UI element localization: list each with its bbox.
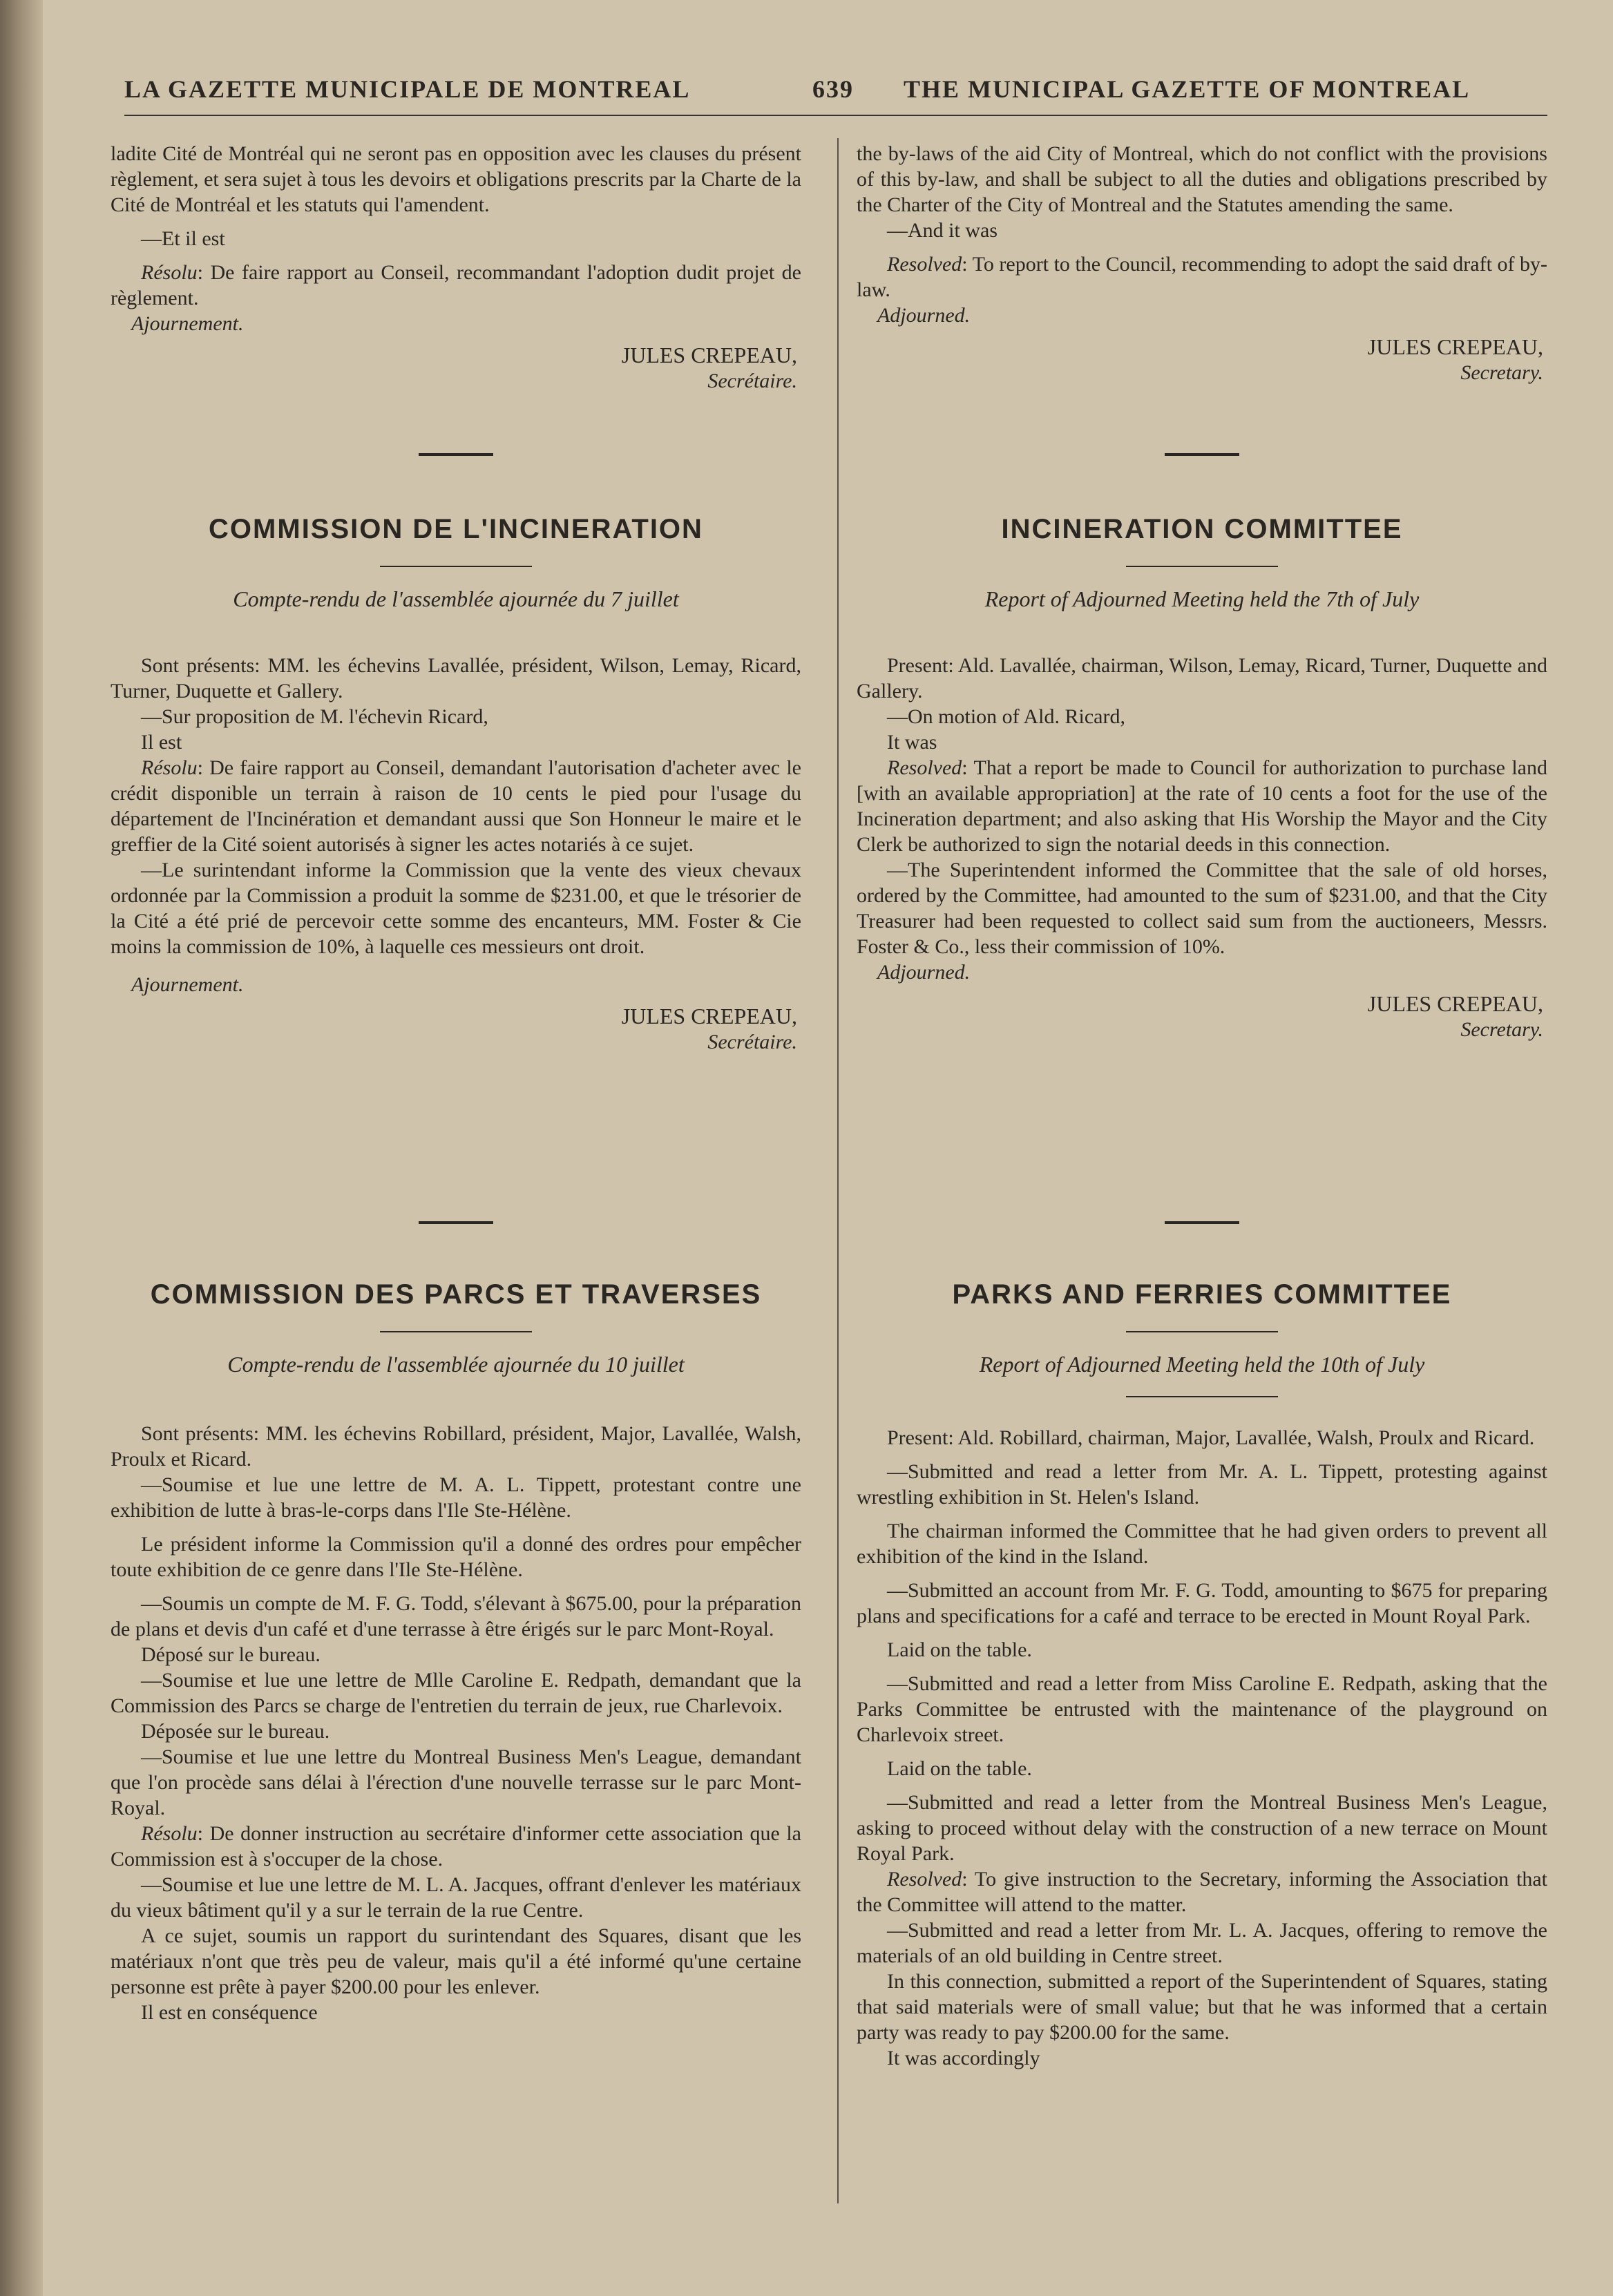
en-s1-signature xyxy=(857,334,1547,386)
fr-s3-title: COMMISSION DES PARCS ET TRAVERSES xyxy=(150,1279,762,1310)
en-s2-adjourn: Adjourned. xyxy=(877,961,971,984)
fr-s1-p3-text: : De faire rapport au Conseil, recommandant l'adoption dudit projet de règlement. xyxy=(111,261,801,309)
en-s2-p4-text: : That a report be made to Council for authorization to purchase land [with an available appropriation] at the rate of 10 cents a foot for the use of the Incineration department; and also asking that His Worship the Mayor and the City Clerk be authorized to sign the notarial deeds in this connection. xyxy=(857,756,1547,856)
en-divider-2 xyxy=(857,1221,1547,1224)
en-s3-p2: —Submitted and read a letter from Mr. A. L. Tippett, protesting against wrestling exhibition in St. Helen's Island. xyxy=(857,1460,1547,1509)
fr-s2-resolu-label: Résolu xyxy=(141,756,198,779)
en-s2-p2: —On motion of Ald. Ricard, xyxy=(887,705,1125,728)
en-incineration-section xyxy=(857,514,1547,1043)
fr-s3-p8: —Soumise et lue une lettre du Montreal Business Men's League, demandant que l'on procède sans délai à l'érection d'une nouvelle terrasse sur le parc Mont-Royal. xyxy=(111,1745,801,1819)
fr-s1-adjourn: Ajournement. xyxy=(131,312,244,335)
en-s3-p4: —Submitted an account from Mr. F. G. Todd, amounting to $675 for preparing plans and specifications for a café and terrace to be erected in Mount Royal Park. xyxy=(857,1579,1547,1627)
fr-s3-p10: —Soumise et lue une lettre de M. L. A. Jacques, offrant d'enlever les matériaux du vieux bâtiment qu'il y a sur le terrain de la rue Centre. xyxy=(111,1873,801,1922)
en-s2-sig-title: Secretary. xyxy=(1460,1018,1543,1041)
header-rule xyxy=(124,115,1547,116)
en-s3-p6: —Submitted and read a letter from Miss Caroline E. Redpath, asking that the Parks Committee be entrusted with the maintenance of the playground on Charlevoix street. xyxy=(857,1672,1547,1746)
fr-s3-p7: Déposée sur le bureau. xyxy=(141,1720,330,1743)
fr-s3-title-rule xyxy=(380,1331,532,1332)
en-parks-section xyxy=(857,1279,1547,2071)
fr-s1-p1: ladite Cité de Montréal qui ne seront pas en opposition avec les clauses du présent règlement, et sera sujet à tous les devoirs et obligations prescrits par la Charte de la Cité de Montréal et les statuts qui l'amendent. xyxy=(111,142,801,216)
en-s3-p9 xyxy=(857,1866,1547,1917)
fr-s2-p2: —Sur proposition de M. l'échevin Ricard, xyxy=(141,705,488,728)
fr-s3-p12: Il est en conséquence xyxy=(141,2001,318,2024)
en-s1-sig-title: Secretary. xyxy=(1460,361,1543,384)
en-s1-resolved-label: Resolved xyxy=(887,253,962,276)
fr-s2-title: COMMISSION DE L'INCINERATION xyxy=(209,514,703,544)
en-s3-p11: In this connection, submitted a report of the Superintendent of Squares, stating that said materials were of small value; but that he was informed that a certain party was ready to pay $200.00 for the same. xyxy=(857,1970,1547,2044)
en-s3-subtitle: Report of Adjourned Meeting held the 10th of July xyxy=(979,1352,1425,1377)
en-s1-sig-name: JULES CREPEAU, xyxy=(1367,334,1543,359)
fr-s2-signature xyxy=(111,1003,801,1055)
fr-s2-sig-name: JULES CREPEAU, xyxy=(621,1004,797,1029)
fr-s2-subtitle: Compte-rendu de l'assemblée ajournée du 7 juillet xyxy=(233,586,679,611)
fr-bylaw-continuation xyxy=(111,141,801,394)
binding-edge xyxy=(0,0,43,2296)
en-s3-p8: —Submitted and read a letter from the Montreal Business Men's League, asking to proceed without delay with the construction of a new terrace on Mount Royal Park. xyxy=(857,1791,1547,1865)
fr-parks-section xyxy=(111,1279,801,2025)
page-number: 639 xyxy=(812,75,854,103)
en-s3-p1: Present: Ald. Robillard, chairman, Major, Lavallée, Walsh, Proulx and Ricard. xyxy=(887,1426,1535,1449)
en-s1-p3 xyxy=(857,251,1547,303)
fr-s3-p2: —Soumise et lue une lettre de M. A. L. Tippett, protestant contre une exhibition de lutte à bras-le-corps dans l'Ile Ste-Hélène. xyxy=(111,1473,801,1522)
fr-s1-p2: —Et il est xyxy=(141,227,225,250)
fr-s2-p4 xyxy=(111,755,801,857)
en-s2-subtitle: Report of Adjourned Meeting held the 7th of July xyxy=(984,586,1420,611)
en-s3-p3: The chairman informed the Committee that he had given orders to prevent all exhibition of the kind in the Island. xyxy=(857,1520,1547,1568)
fr-s3-p6: —Soumise et lue une lettre de Mlle Caroline E. Redpath, demandant que la Commission des Parcs se charge de l'entretien du terrain de jeux, rue Charlevoix. xyxy=(111,1669,801,1717)
en-s3-title: PARKS AND FERRIES COMMITTEE xyxy=(952,1279,1452,1310)
en-s3-p10: —Submitted and read a letter from Mr. L. A. Jacques, offering to remove the materials of an old building in Centre street. xyxy=(857,1919,1547,1967)
fr-s2-p4-text: : De faire rapport au Conseil, demandant l'autorisation d'acheter avec le crédit disponible un terrain à raison de 10 cents le pied pour l'usage du département de l'Incinération et demandant aussi que Son Honneur le maire et le greffier de la Cité soient autorisés à signer les actes notariés à ce sujet. xyxy=(111,756,801,856)
en-s1-p2: —And it was xyxy=(887,219,998,242)
fr-incineration-section xyxy=(111,514,801,1055)
en-s2-p5: —The Superintendent informed the Committee that the sale of old horses, ordered by the Committee, had amounted to the sum of $231.00, and that the City Treasurer had been requested to collect said sum from the auctioneers, Messrs. Foster & Co., less their commission of 10%. xyxy=(857,859,1547,958)
en-bylaw-continuation xyxy=(857,141,1547,386)
en-s2-p3: It was xyxy=(887,731,937,754)
fr-s2-p3: Il est xyxy=(141,731,182,754)
fr-s2-adjourn: Ajournement. xyxy=(131,973,244,996)
fr-s3-p11: A ce sujet, soumis un rapport du surintendant des Squares, disant que les matériaux n'ont que très peu de valeur, mais qu'il a été informé qu'une certaine personne est prête à payer $200.00 pour les enlever. xyxy=(111,1924,801,1998)
fr-s2-sig-title: Secrétaire. xyxy=(707,1031,797,1053)
fr-divider-2 xyxy=(111,1221,801,1224)
en-s3-resolved-label: Resolved xyxy=(887,1868,962,1891)
fr-s3-p5: Déposé sur le bureau. xyxy=(141,1643,321,1666)
fr-s3-resolu-label: Résolu xyxy=(141,1822,198,1845)
en-s2-sig-name: JULES CREPEAU, xyxy=(1367,991,1543,1016)
en-s1-adjourn: Adjourned. xyxy=(877,304,971,327)
fr-s3-p3: Le président informe la Commission qu'il a donné des ordres pour empêcher toute exhibition de ce genre dans l'Ile Ste-Hélène. xyxy=(111,1533,801,1581)
fr-s1-p3 xyxy=(111,260,801,311)
en-s3-title-rule xyxy=(1126,1331,1278,1332)
fr-s2-title-rule xyxy=(380,566,532,567)
en-s2-resolved-label: Resolved xyxy=(887,756,962,779)
en-s1-p1: the by-laws of the aid City of Montreal, which do not conflict with the provisions of this by-law, and shall be subject to all the duties and obligations prescribed by the Charter of the City of Montreal and the Statutes amending the same. xyxy=(857,142,1547,216)
fr-s1-signature xyxy=(111,342,801,394)
fr-s3-p4: —Soumis un compte de M. F. G. Todd, s'élevant à $675.00, pour la préparation de plans et devis d'un café et d'une terrasse à être érigés sur le parc Mont-Royal. xyxy=(111,1592,801,1640)
en-s2-signature xyxy=(857,991,1547,1043)
en-s2-p4 xyxy=(857,755,1547,857)
header-title-english: THE MUNICIPAL GAZETTE OF MONTREAL xyxy=(904,75,1471,103)
en-divider-1 xyxy=(857,453,1547,456)
en-s2-title: INCINERATION COMMITTEE xyxy=(1001,514,1403,544)
en-s3-p9-text: : To give instruction to the Secretary, informing the Association that the Committee will attend to the matter. xyxy=(857,1868,1547,1916)
en-s2-p1: Present: Ald. Lavallée, chairman, Wilson, Lemay, Ricard, Turner, Duquette and Gallery. xyxy=(857,654,1547,702)
en-s3-p5: Laid on the table. xyxy=(887,1638,1032,1661)
fr-s3-p9 xyxy=(111,1821,801,1872)
en-s1-p3-text: : To report to the Council, recommending to adopt the said draft of by-law. xyxy=(857,253,1547,301)
fr-s3-p9-text: : De donner instruction au secrétaire d'informer cette association que la Commission est à s'occuper de la chose. xyxy=(111,1822,801,1871)
fr-s1-sig-title: Secrétaire. xyxy=(707,370,797,392)
header-title-french: LA GAZETTE MUNICIPALE DE MONTREAL xyxy=(124,75,691,103)
en-s3-p12: It was accordingly xyxy=(887,2047,1040,2069)
column-divider xyxy=(837,138,839,2203)
en-s2-title-rule xyxy=(1126,566,1278,567)
fr-s3-p1: Sont présents: MM. les échevins Robillard, président, Major, Lavallée, Walsh, Proulx et Ricard. xyxy=(111,1422,801,1471)
fr-s1-sig-name: JULES CREPEAU, xyxy=(621,343,797,367)
fr-s2-p1: Sont présents: MM. les échevins Lavallée, président, Wilson, Lemay, Ricard, Turner, Duquette et Gallery. xyxy=(111,654,801,702)
en-s3-p7: Laid on the table. xyxy=(887,1757,1032,1780)
page-header xyxy=(124,75,1547,109)
fr-s1-resolu-label: Résolu xyxy=(141,261,198,284)
fr-s3-subtitle: Compte-rendu de l'assemblée ajournée du 10 juillet xyxy=(227,1352,685,1377)
fr-divider-1 xyxy=(111,453,801,456)
fr-s2-p5: —Le surintendant informe la Commission que la vente des vieux chevaux ordonnée par la Commission a produit la somme de $231.00, et que le trésorier de la Cité a été prié de percevoir cette somme des encanteurs, MM. Foster & Cie moins la commission de 10%, à laquelle ces messieurs ont droit. xyxy=(111,859,801,958)
